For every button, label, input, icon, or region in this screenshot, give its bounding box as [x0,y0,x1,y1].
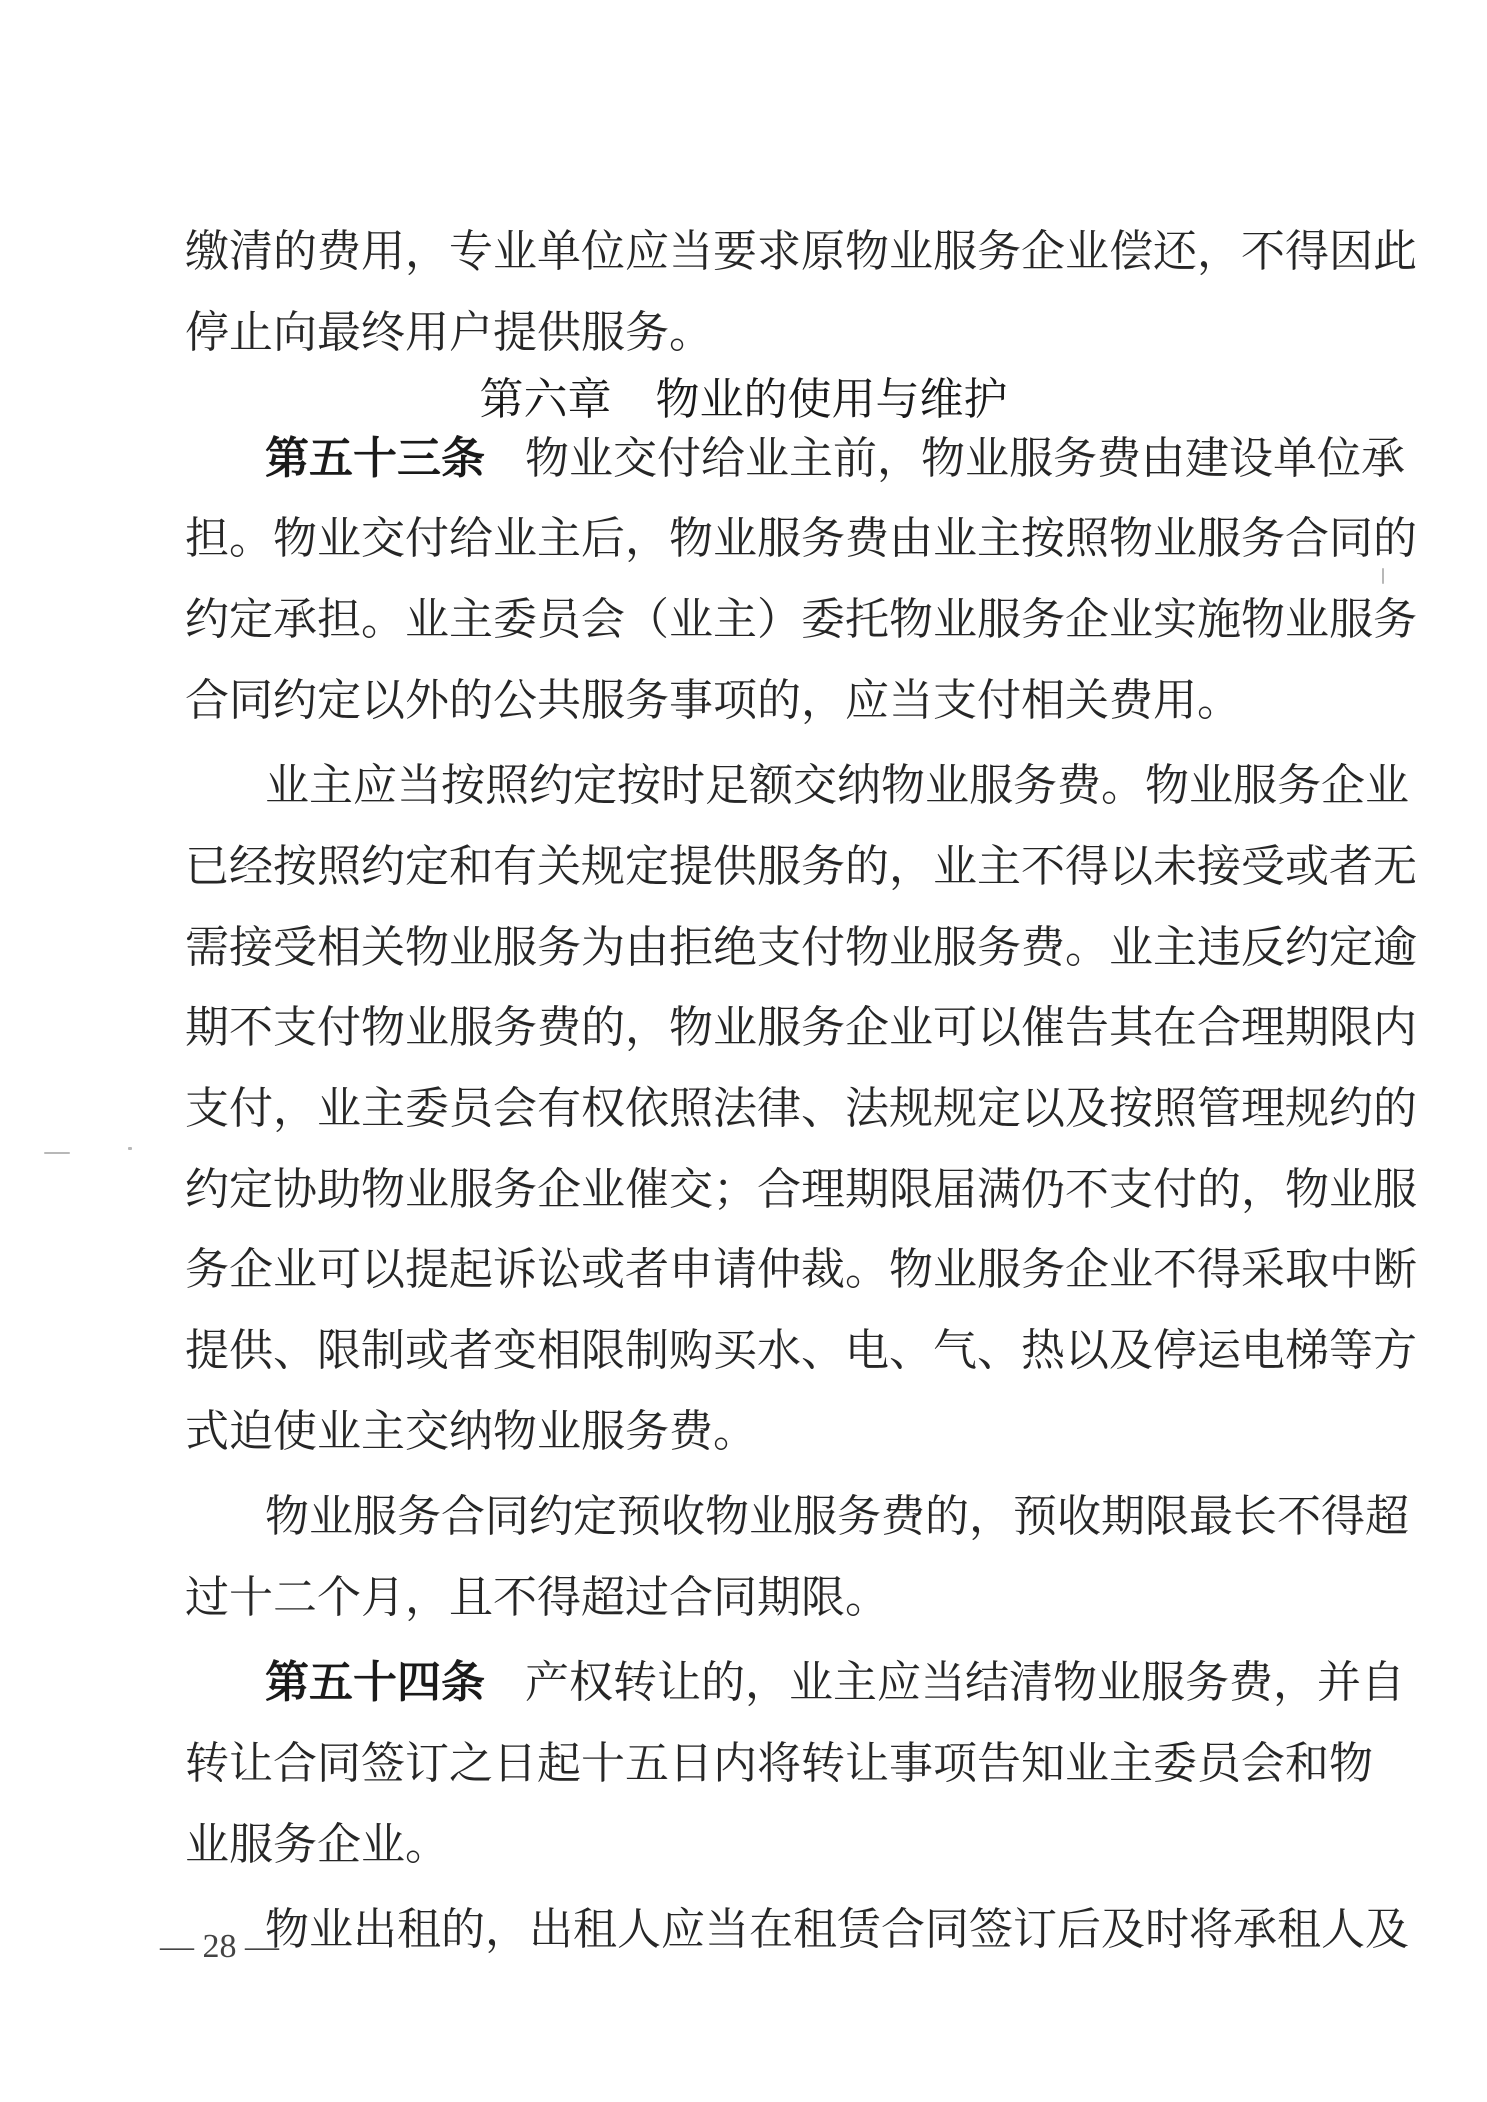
article-53-first-line [265,424,1405,494]
paragraph-first-line: 业主应当按照约定按时足额交纳物业服务费。物业服务企业 [265,760,1409,812]
text-line: 支付，业主委员会有权依照法律、法规规定以及按照管理规约的 [185,1082,1417,1134]
page-number: — 28 — [160,1928,279,1965]
text-line: 需接受相关物业服务为由拒绝支付物业服务费。业主违反约定逾 [185,921,1417,973]
scan-speck [44,1152,70,1154]
paragraph-first-line: 物业服务合同约定预收物业服务费的，预收期限最长不得超 [265,1491,1409,1543]
text-line: 约定承担。业主委员会（业主）委托物业服务企业实施物业服务 [185,594,1417,646]
text-line: 合同约定以外的公共服务事项的，应当支付相关费用。 [185,674,1241,726]
text-line: 业服务企业。 [185,1818,449,1870]
text-line: 务企业可以提起诉讼或者申请仲裁。物业服务企业不得采取中断 [185,1244,1417,1296]
article-53-label: 第五十三条 [265,432,485,484]
text-line: 过十二个月，且不得超过合同期限。 [185,1571,889,1623]
text-line: 已经按照约定和有关规定提供服务的，业主不得以未接受或者无 [185,840,1417,892]
article-53-text: 物业交付给业主前，物业服务费由建设单位承 [525,432,1405,484]
text-line: 转让合同签订之日起十五日内将转让事项告知业主委员会和物 [185,1737,1373,1789]
article-54-label: 第五十四条 [265,1657,485,1709]
scan-speck [1382,568,1384,584]
text-line: 提供、限制或者变相限制购买水、电、气、热以及停运电梯等方 [185,1325,1417,1377]
text-line: 担。物业交付给业主后，物业服务费由业主按照物业服务合同的 [185,513,1417,565]
chapter-title: 第六章 物业的使用与维护 [479,374,1008,425]
text-line: 期不支付物业服务费的，物业服务企业可以催告其在合理期限内 [185,1002,1417,1054]
article-54-text: 产权转让的，业主应当结清物业服务费，并自 [525,1657,1405,1709]
text-line: 式迫使业主交纳物业服务费。 [185,1405,757,1457]
paragraph-first-line: 物业出租的，出租人应当在租赁合同签订后及时将承租人及 [265,1903,1409,1955]
article-54-first-line [265,1648,1405,1718]
text-line: 停止向最终用户提供服务。 [185,307,713,359]
scan-speck [128,1147,132,1150]
text-line: 缴清的费用，专业单位应当要求原物业服务企业偿还，不得因此 [185,226,1417,278]
text-line: 约定协助物业服务企业催交；合理期限届满仍不支付的，物业服 [185,1163,1417,1215]
